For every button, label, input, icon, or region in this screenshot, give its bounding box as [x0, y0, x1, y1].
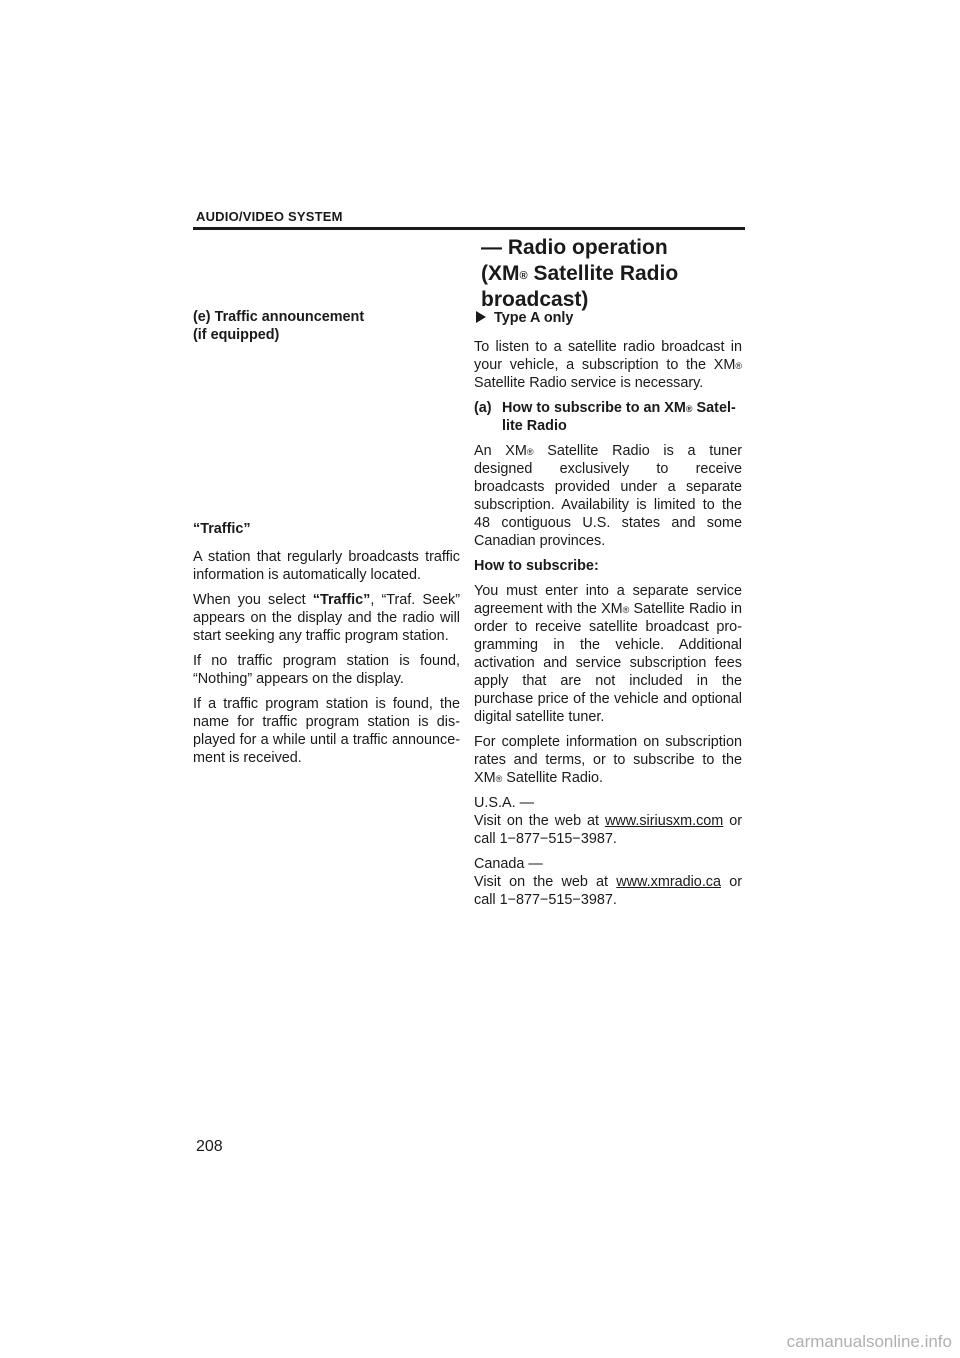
usa-prefix: Visit on the web at [474, 813, 605, 829]
title-line-2 [481, 261, 761, 287]
left-paragraph-2 [193, 591, 460, 645]
sub-suffix: Satellite Radio [502, 400, 736, 434]
rp1-prefix: To listen to a satellite radio broadcast in your vehicle, a subscription to the XM [474, 339, 742, 373]
left-heading-line-2: (if equipped) [193, 327, 280, 343]
rp2-suffix: Satellite Radio is a tuner designed exclusively to receive broadcasts provided under a separate subscription. Availability is limited to the 48 contiguous U.S. states and some Canadian provinces. [474, 443, 743, 549]
page-number: 208 [196, 1138, 223, 1155]
rp4-suffix: Satellite Radio. [502, 770, 604, 786]
rp1-suffix: Satellite Radio service is necessary. [474, 375, 704, 391]
left-heading-line-1: (e) Traffic announcement [193, 309, 365, 325]
traffic-label: “Traffic” [193, 521, 251, 537]
registered-mark: ® [495, 774, 503, 784]
usa-text [474, 812, 742, 848]
canada-prefix: Visit on the web at [474, 874, 617, 890]
title-line-2-rest: Satellite Radio [527, 262, 679, 285]
registered-mark: ® [519, 270, 528, 282]
header-rule [193, 227, 745, 230]
p2-prefix: When you select [193, 592, 313, 608]
canada-contact [474, 855, 742, 909]
left-heading [193, 308, 460, 344]
rp2-prefix: An XM [474, 443, 527, 459]
right-body [474, 309, 742, 909]
title-xm: (XM [481, 262, 520, 285]
subsection-text [502, 399, 742, 435]
rp3-prefix: You must enter into a separate service agreement with the XM [474, 583, 742, 617]
subsection-label: (a) [474, 400, 492, 416]
canada-label: Canada — [474, 856, 543, 872]
left-body [193, 520, 460, 767]
section-label: AUDIO/VIDEO SYSTEM [196, 209, 343, 224]
type-label [474, 309, 742, 327]
right-paragraph-4 [474, 733, 742, 787]
right-paragraph-1 [474, 338, 742, 392]
registered-mark: ® [735, 361, 742, 371]
xmradio-link[interactable]: www.xmradio.ca [616, 874, 722, 890]
triangle-bullet-icon [476, 311, 486, 323]
title-line-3: broadcast) [481, 288, 589, 311]
registered-mark: ® [685, 404, 693, 414]
watermark: carmanualsonline.info [786, 1332, 952, 1351]
usa-label: U.S.A. — [474, 795, 534, 811]
canada-text [474, 873, 742, 909]
usa-contact [474, 794, 742, 848]
rp4-prefix: For complete information on subscription rates and terms, or to subscribe to the XM [474, 734, 742, 786]
left-paragraph-3: If no traffic program station is found, “Nothing” appears on the display. [193, 653, 460, 687]
how-to-subscribe-heading: How to subscribe: [474, 558, 599, 574]
type-label-text: Type A only [494, 310, 574, 326]
subsection-heading [474, 399, 742, 435]
right-paragraph-2 [474, 442, 742, 550]
usa-suffix: or call 1−877−515−3987. [474, 813, 742, 847]
p2-bold: “Traffic” [312, 592, 371, 608]
siriusxm-link[interactable]: www.siriusxm.com [604, 813, 724, 829]
rp3-suffix: Satellite Radio in order to receive satellite broadcast programming in the vehicle. Additional activation and service subscription fees apply that are not included in the purchase price of the vehicle and optional digital satellite tuner. [474, 601, 742, 725]
sub-prefix: How to subscribe to an XM [502, 400, 686, 416]
section-title [481, 235, 761, 313]
right-paragraph-3 [474, 582, 742, 726]
canada-suffix: or call 1−877−515−3987. [474, 874, 742, 908]
p2-suffix: , “Traf. Seek” appears on the display and the radio will start seeking any traffic program station. [193, 592, 460, 644]
registered-mark: ® [622, 605, 630, 615]
registered-mark: ® [526, 447, 534, 457]
title-line-1: — Radio operation [481, 236, 668, 259]
left-paragraph-1: A station that regularly broadcasts traffic information is automatically located. [193, 549, 460, 583]
left-paragraph-4: If a traffic program station is found, the name for traffic program station is displayed for a while until a traffic announcement is received. [193, 696, 460, 766]
